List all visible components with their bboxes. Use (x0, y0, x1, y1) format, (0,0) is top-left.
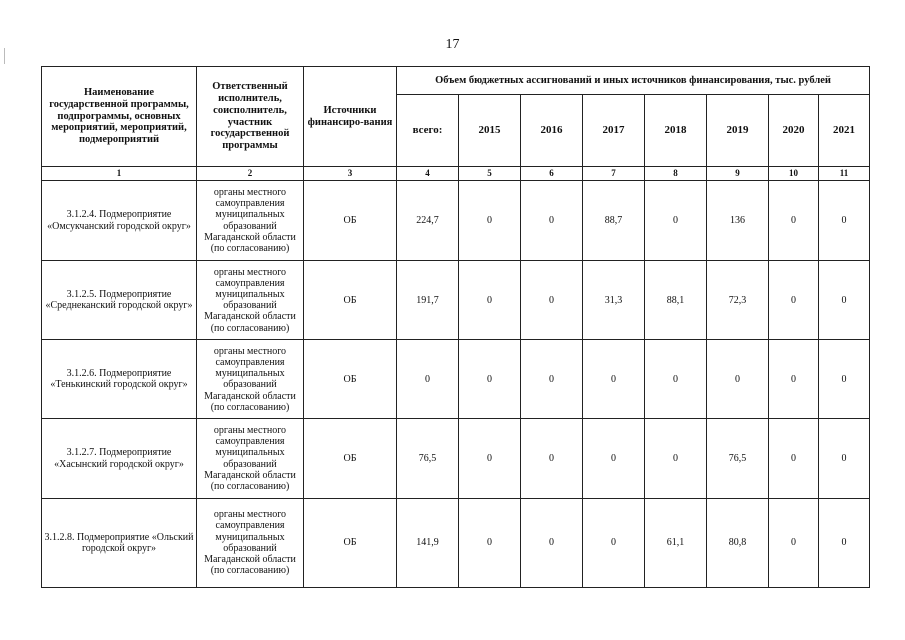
column-number: 2 (197, 167, 304, 181)
header-year: 2016 (521, 95, 583, 167)
budget-table (41, 66, 870, 588)
column-number: 10 (769, 167, 819, 181)
row-source: ОБ (304, 498, 397, 587)
table-row (42, 261, 870, 340)
table-row (42, 498, 870, 587)
column-number-row (42, 167, 870, 181)
row-executor: органы местного самоуправления муниципальных образований Магаданской области (по согласованию) (197, 261, 304, 340)
row-value: 0 (819, 181, 870, 261)
row-executor: органы местного самоуправления муниципальных образований Магаданской области (по согласованию) (197, 498, 304, 587)
page-number: 17 (445, 37, 460, 52)
row-value: 0 (459, 419, 521, 498)
row-value: 0 (521, 261, 583, 340)
row-executor: органы местного самоуправления муниципальных образований Магаданской области (по согласованию) (197, 181, 304, 261)
row-value: 0 (707, 340, 769, 419)
row-value: 0 (769, 340, 819, 419)
row-executor: органы местного самоуправления муниципальных образований Магаданской области (по согласованию) (197, 340, 304, 419)
row-value: 0 (459, 261, 521, 340)
row-value: 61,1 (645, 498, 707, 587)
row-value: 0 (645, 340, 707, 419)
row-total: 191,7 (397, 261, 459, 340)
row-total: 224,7 (397, 181, 459, 261)
header-year: 2019 (707, 95, 769, 167)
row-total: 141,9 (397, 498, 459, 587)
row-value: 0 (521, 181, 583, 261)
row-value: 80,8 (707, 498, 769, 587)
row-value: 0 (459, 340, 521, 419)
header-year: 2015 (459, 95, 521, 167)
row-value: 0 (819, 261, 870, 340)
row-executor: органы местного самоуправления муниципальных образований Магаданской области (по согласованию) (197, 419, 304, 498)
row-source: ОБ (304, 181, 397, 261)
row-value: 0 (459, 498, 521, 587)
header-year: 2020 (769, 95, 819, 167)
row-value: 0 (521, 498, 583, 587)
header-sources: Источники финансиро-вания (304, 67, 397, 167)
row-value: 72,3 (707, 261, 769, 340)
column-number: 3 (304, 167, 397, 181)
header-year: 2018 (645, 95, 707, 167)
header-year: 2021 (819, 95, 870, 167)
header-executor: Ответственный исполнитель, соисполнитель, участник государственной программы (197, 67, 304, 167)
column-number: 9 (707, 167, 769, 181)
row-value: 136 (707, 181, 769, 261)
row-name: 3.1.2.4. Подмероприятие «Омсукчанский городской округ» (42, 181, 197, 261)
row-name: 3.1.2.7. Подмероприятие «Хасынский городской округ» (42, 419, 197, 498)
row-value: 0 (583, 498, 645, 587)
header-name: Наименование государственной программы, подпрограммы, основных мероприятий, мероприятий, подмероприятий (42, 67, 197, 167)
table-row (42, 419, 870, 498)
row-value: 88,7 (583, 181, 645, 261)
column-number: 4 (397, 167, 459, 181)
row-total: 76,5 (397, 419, 459, 498)
row-value: 88,1 (645, 261, 707, 340)
table-row (42, 340, 870, 419)
row-value: 0 (521, 340, 583, 419)
row-value: 0 (819, 498, 870, 587)
row-value: 0 (645, 419, 707, 498)
row-value: 0 (819, 419, 870, 498)
row-value: 0 (459, 181, 521, 261)
row-value: 0 (583, 419, 645, 498)
row-source: ОБ (304, 419, 397, 498)
column-number: 5 (459, 167, 521, 181)
row-name: 3.1.2.6. Подмероприятие «Тенькинский городской округ» (42, 340, 197, 419)
row-value: 0 (521, 419, 583, 498)
row-value: 0 (769, 419, 819, 498)
row-value: 0 (819, 340, 870, 419)
column-number: 6 (521, 167, 583, 181)
row-total: 0 (397, 340, 459, 419)
row-value: 0 (769, 181, 819, 261)
column-number: 8 (645, 167, 707, 181)
row-value: 76,5 (707, 419, 769, 498)
row-value: 0 (769, 498, 819, 587)
column-number: 1 (42, 167, 197, 181)
table-row (42, 181, 870, 261)
row-value: 0 (583, 340, 645, 419)
row-source: ОБ (304, 261, 397, 340)
row-value: 0 (769, 261, 819, 340)
header-year: 2017 (583, 95, 645, 167)
row-source: ОБ (304, 340, 397, 419)
header-volume: Объем бюджетных ассигнований и иных источников финансирования, тыс. рублей (397, 67, 870, 95)
row-value: 31,3 (583, 261, 645, 340)
row-value: 0 (645, 181, 707, 261)
column-number: 7 (583, 167, 645, 181)
row-name: 3.1.2.5. Подмероприятие «Среднеканский городской округ» (42, 261, 197, 340)
column-number: 11 (819, 167, 870, 181)
row-name: 3.1.2.8. Подмероприятие «Ольский городской округ» (42, 498, 197, 587)
header-total: всего: (397, 95, 459, 167)
